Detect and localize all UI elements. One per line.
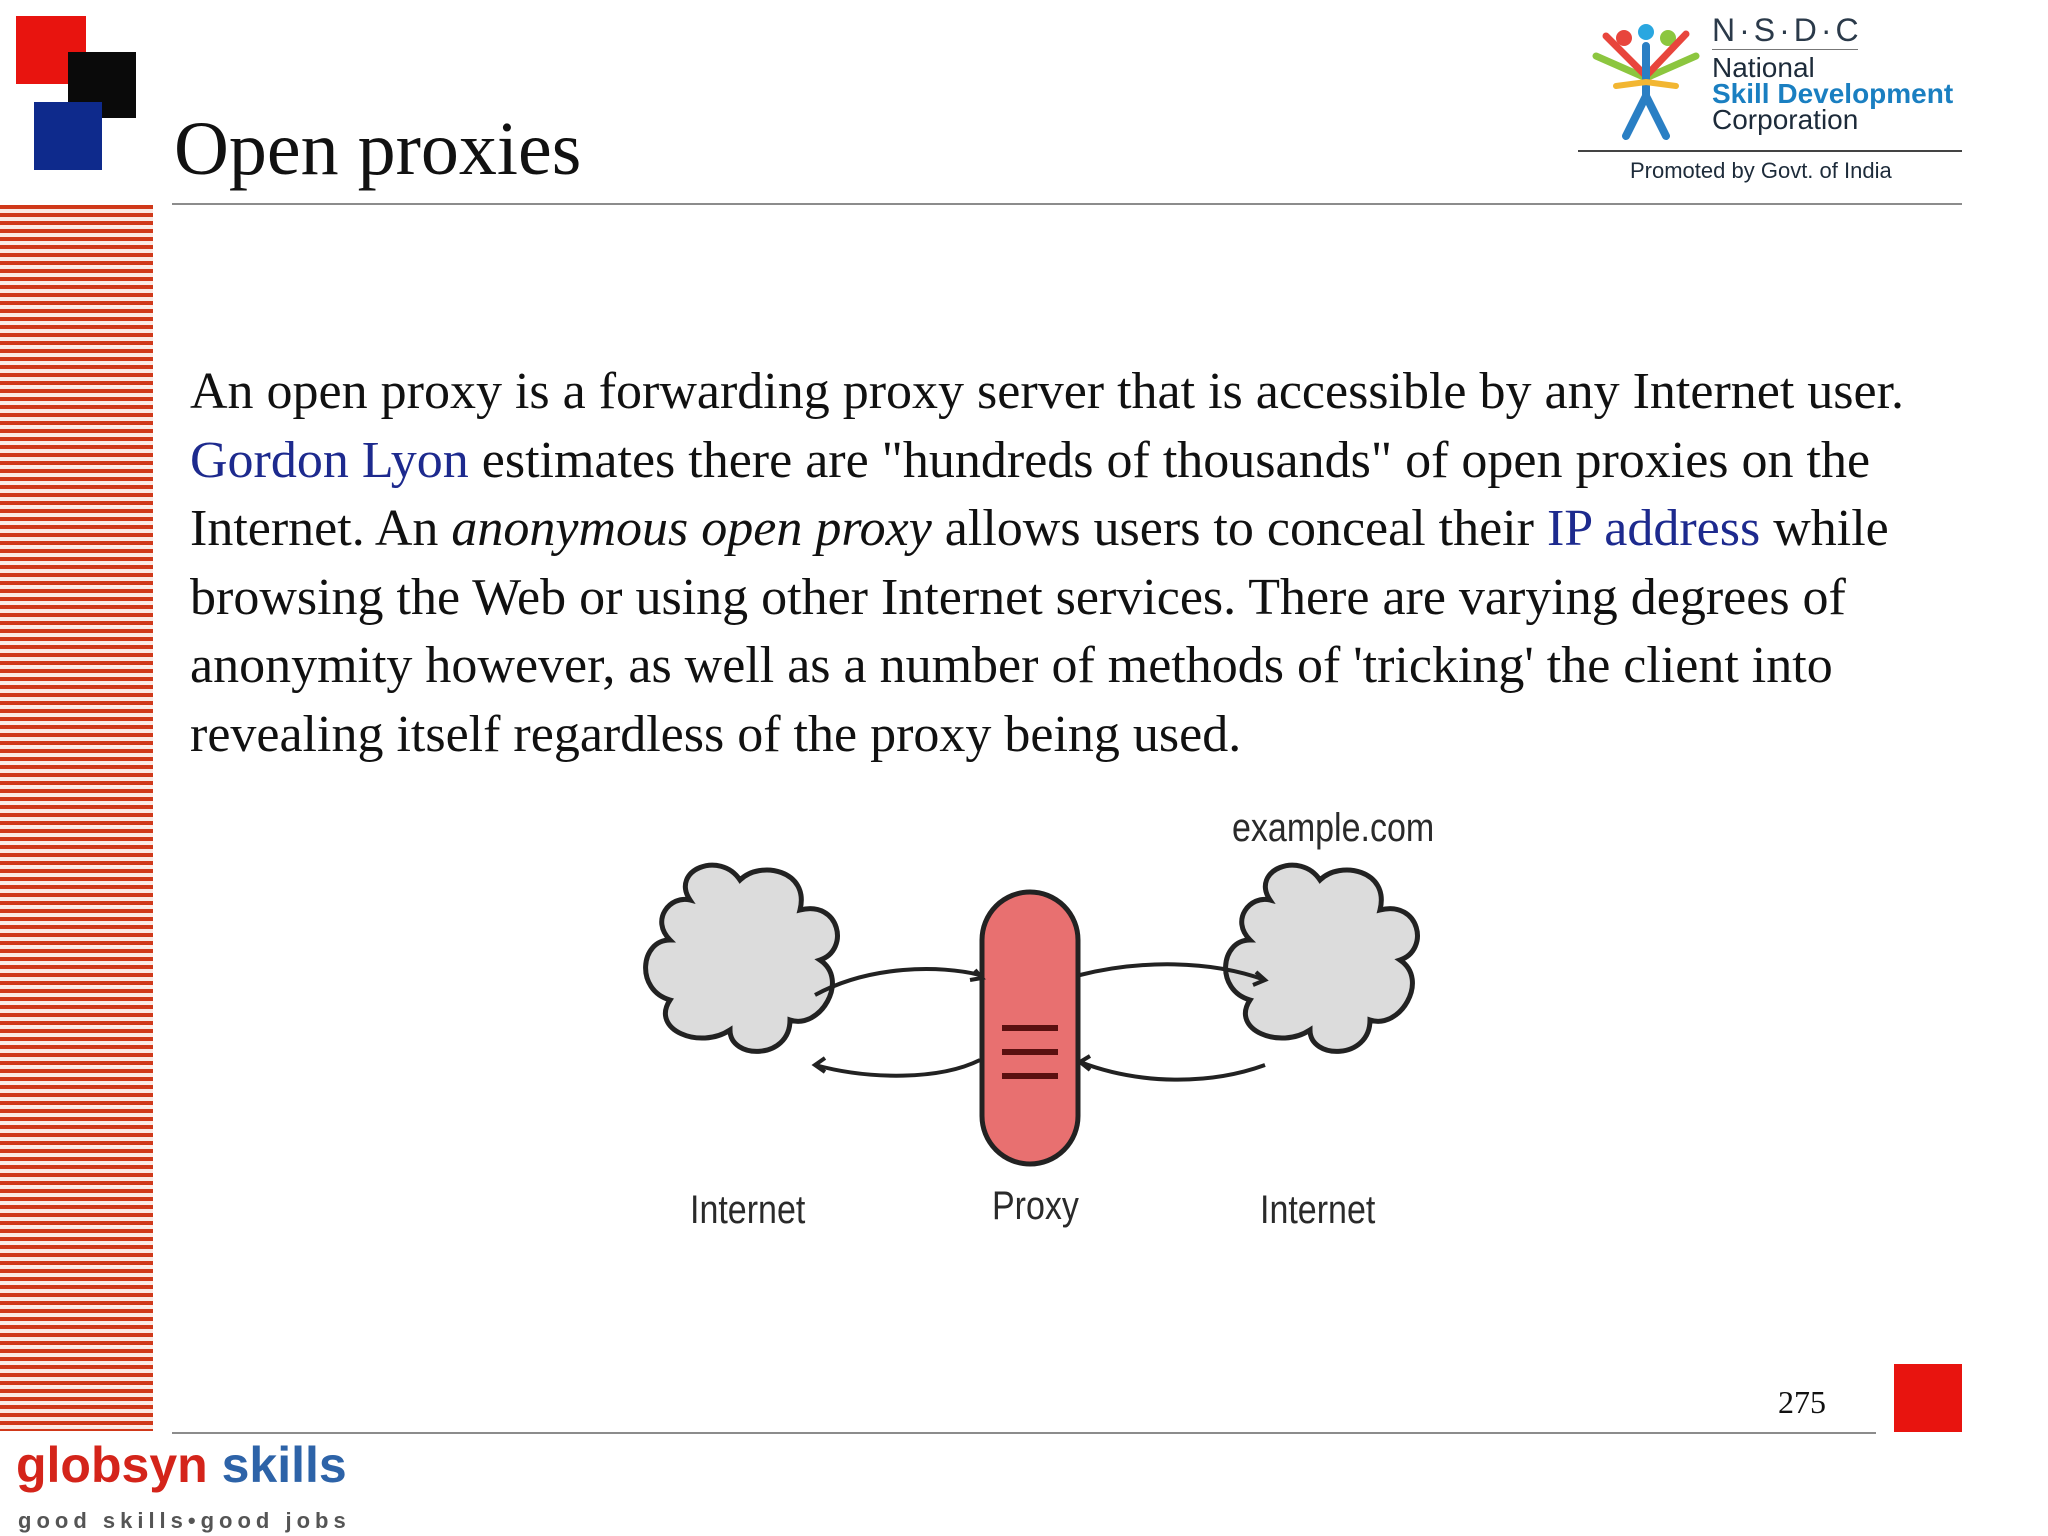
- logo-tagline: Promoted by Govt. of India: [1630, 158, 1892, 183]
- proxy-diagram: [620, 800, 1460, 1260]
- slide-title: Open proxies: [174, 107, 582, 191]
- left-internet-label: Internet: [690, 1188, 806, 1232]
- body-text-1: An open proxy is a forwarding proxy server that is accessible by any Internet user.: [190, 363, 1905, 420]
- ip-address-link[interactable]: IP address: [1546, 500, 1761, 557]
- proxy-label: Proxy: [992, 1184, 1079, 1228]
- logo-divider: [1578, 150, 1962, 152]
- footer-divider: [172, 1432, 1876, 1434]
- right-cloud-icon: [1226, 865, 1418, 1051]
- footer-red-square: [1894, 1364, 1962, 1432]
- title-divider: [172, 203, 1962, 205]
- globsyn-brand: [16, 1436, 347, 1494]
- logo-line-skill-development: Skill Development: [1712, 78, 1954, 109]
- body-text-3: allows users to conceal their: [931, 500, 1547, 557]
- logo-abbreviation: N·S·D·C: [1712, 12, 1863, 48]
- brand-tagline: good skills•good jobs: [18, 1508, 351, 1533]
- right-internet-label: Internet: [1260, 1188, 1376, 1232]
- left-striped-bar: [0, 205, 153, 1431]
- nsdc-figures-icon: [1576, 16, 1706, 146]
- brand-skills: skills: [221, 1437, 347, 1493]
- logo-line-corporation: Corporation: [1712, 104, 1859, 135]
- body-emphasis: anonymous open proxy: [451, 500, 932, 557]
- body-text-2: estimates there are "hundreds of thousands" of open proxies on the Internet. An: [190, 431, 1871, 557]
- page-number: 275: [1778, 1384, 1826, 1420]
- left-cloud-icon: [646, 865, 838, 1051]
- example-com-label: example.com: [1232, 806, 1435, 850]
- body-paragraph: [190, 358, 1930, 769]
- logo-abbr-divider: [1712, 49, 1858, 50]
- body-text-4: while browsing the Web or using other Internet services. There are varying degrees of anonymity however, as well as a number of methods of 'tricking' the client into revealing itself regardless of the proxy being used.: [190, 500, 1889, 763]
- corner-blue-square: [34, 102, 102, 170]
- logo-line-national: National: [1712, 52, 1815, 83]
- brand-globsyn: globsyn: [16, 1437, 208, 1493]
- gordon-lyon-link[interactable]: Gordon Lyon: [190, 431, 469, 489]
